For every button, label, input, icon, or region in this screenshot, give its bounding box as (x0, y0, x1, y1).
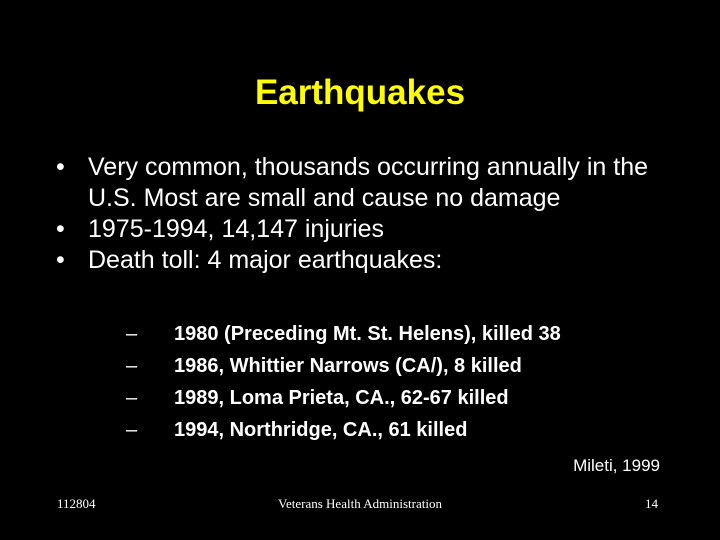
bullet-item (56, 245, 676, 276)
footer-organization: Veterans Health Administration (278, 496, 442, 511)
bullet-dot-icon: • (56, 246, 65, 274)
bullet-dot-icon: • (56, 215, 65, 243)
bullet-dot-icon: • (56, 153, 65, 181)
sub-bullet-list (126, 318, 686, 446)
dash-icon: – (126, 323, 138, 345)
bullet-text: 1975-1994, 14,147 injuries (88, 215, 385, 243)
dash-icon: – (126, 419, 138, 441)
slide-title: Earthquakes (254, 73, 466, 112)
sub-bullet-text: 1994, Northridge, CA., 61 killed (174, 419, 468, 441)
sub-bullet-text: 1986, Whittier Narrows (CA/), 8 killed (174, 355, 522, 377)
slide-number: 14 (645, 496, 658, 511)
sub-bullet-text: 1989, Loma Prieta, CA., 62-67 killed (174, 387, 509, 409)
bullet-text: Death toll: 4 major earthquakes: (88, 246, 443, 274)
bullet-item (56, 214, 676, 245)
footer-date: 112804 (57, 496, 96, 511)
sub-bullet-item (126, 350, 686, 382)
dash-icon: – (126, 387, 138, 409)
bullet-text: Very common, thousands occurring annually in the U.S. Most are small and cause no damage (88, 153, 649, 212)
bullet-list (56, 152, 676, 276)
sub-bullet-item (126, 382, 686, 414)
bullet-item (56, 152, 676, 214)
sub-bullet-item (126, 414, 686, 446)
citation: Mileti, 1999 (573, 456, 660, 475)
dash-icon: – (126, 355, 138, 377)
sub-bullet-item (126, 318, 686, 350)
sub-bullet-text: 1980 (Preceding Mt. St. Helens), killed 38 (174, 323, 561, 345)
